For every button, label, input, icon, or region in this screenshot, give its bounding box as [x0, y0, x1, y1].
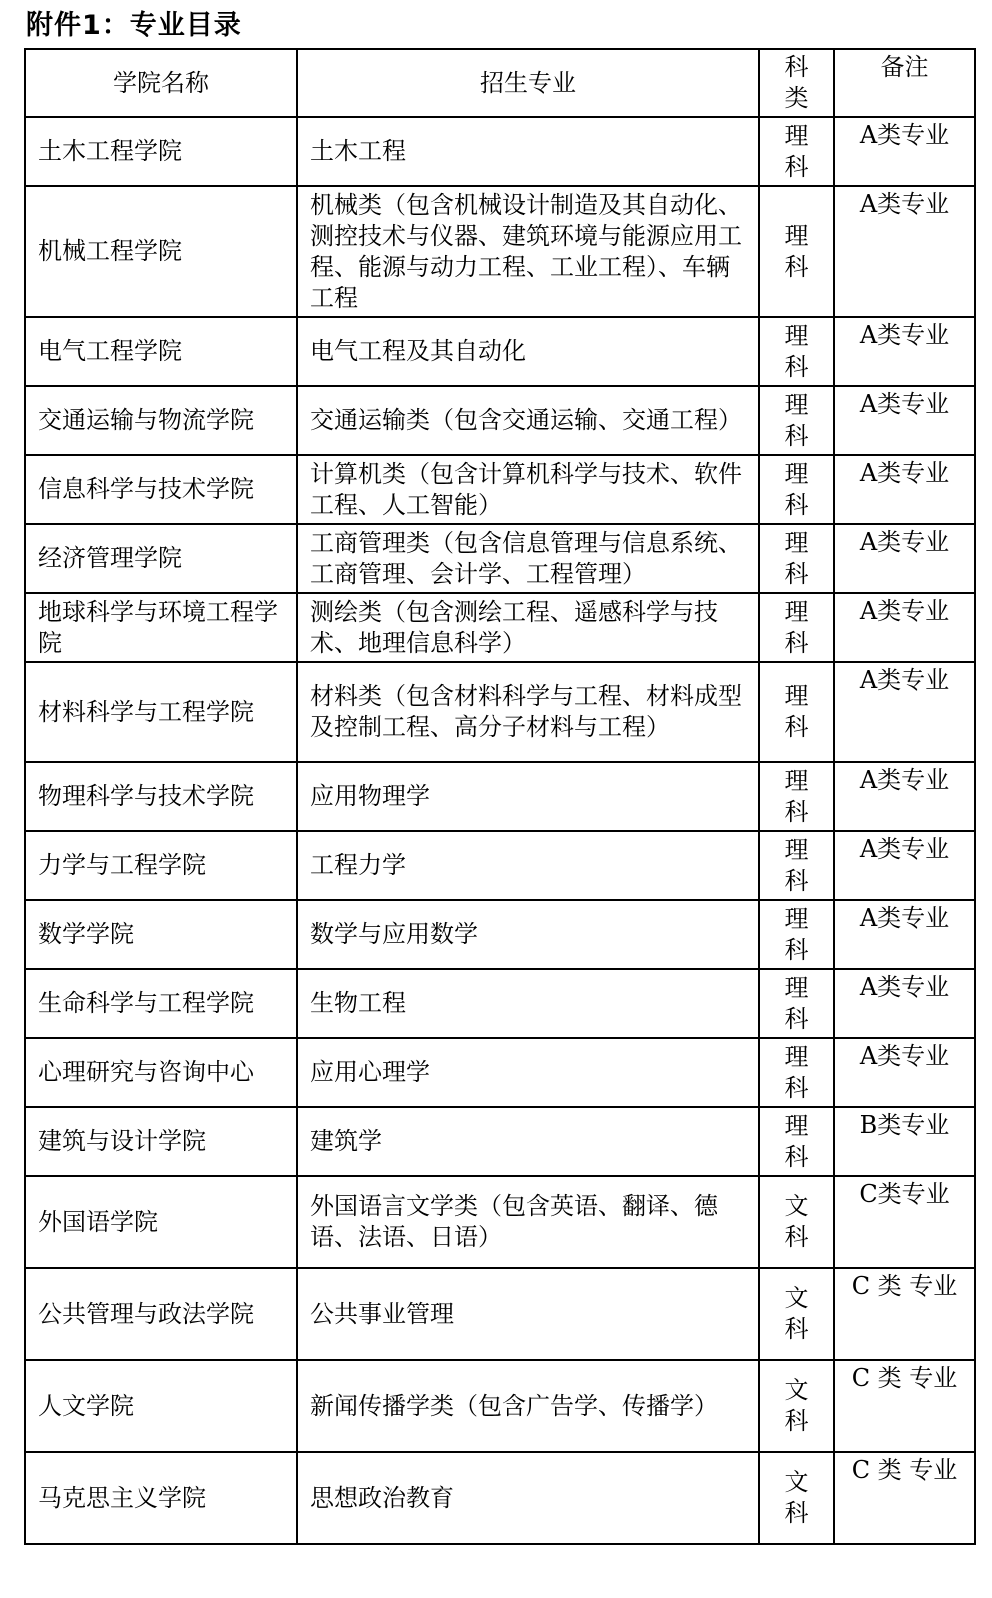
note-cell: A类专业	[834, 317, 975, 386]
college-cell: 心理研究与咨询中心	[25, 1038, 297, 1107]
note-cell: A类专业	[834, 1038, 975, 1107]
table-row	[25, 1268, 975, 1360]
college-cell: 交通运输与物流学院	[25, 386, 297, 455]
major-cell: 工程力学	[297, 831, 759, 900]
major-cell: 新闻传播学类（包含广告学、传播学）	[297, 1360, 759, 1452]
college-cell: 建筑与设计学院	[25, 1107, 297, 1176]
note-cell: C 类 专业	[834, 1268, 975, 1360]
major-cell: 工商管理类（包含信息管理与信息系统、工商管理、会计学、工程管理）	[297, 524, 759, 593]
college-cell: 信息科学与技术学院	[25, 455, 297, 524]
note-cell: A类专业	[834, 455, 975, 524]
header-college: 学院名称	[25, 49, 297, 117]
major-catalog-table	[24, 48, 976, 1545]
major-cell: 电气工程及其自动化	[297, 317, 759, 386]
table-row	[25, 386, 975, 455]
college-cell: 地球科学与环境工程学院	[25, 593, 297, 662]
table-row	[25, 662, 975, 762]
note-cell: A类专业	[834, 186, 975, 317]
table-header-row	[25, 49, 975, 117]
college-cell: 电气工程学院	[25, 317, 297, 386]
type-cell: 理 科	[759, 317, 834, 386]
college-cell: 经济管理学院	[25, 524, 297, 593]
major-cell: 外国语言文学类（包含英语、翻译、德语、法语、日语）	[297, 1176, 759, 1268]
table-row	[25, 1038, 975, 1107]
type-cell: 理 科	[759, 455, 834, 524]
major-cell: 应用心理学	[297, 1038, 759, 1107]
table-row	[25, 969, 975, 1038]
college-cell: 外国语学院	[25, 1176, 297, 1268]
note-cell: A类专业	[834, 386, 975, 455]
header-major: 招生专业	[297, 49, 759, 117]
table-row	[25, 117, 975, 186]
type-cell: 文 科	[759, 1176, 834, 1268]
type-cell: 理 科	[759, 662, 834, 762]
type-cell: 文 科	[759, 1452, 834, 1544]
major-cell: 机械类（包含机械设计制造及其自动化、测控技术与仪器、建筑环境与能源应用工程、能源与动力工程、工业工程）、车辆工程	[297, 186, 759, 317]
note-cell: C 类 专业	[834, 1452, 975, 1544]
note-cell: B类专业	[834, 1107, 975, 1176]
note-cell: A类专业	[834, 969, 975, 1038]
major-cell: 应用物理学	[297, 762, 759, 831]
type-cell: 理 科	[759, 831, 834, 900]
header-type: 科 类	[759, 49, 834, 117]
major-cell: 建筑学	[297, 1107, 759, 1176]
table-row	[25, 831, 975, 900]
note-cell: A类专业	[834, 593, 975, 662]
table-row	[25, 317, 975, 386]
type-cell: 文 科	[759, 1268, 834, 1360]
table-body	[25, 117, 975, 1544]
table-row	[25, 1452, 975, 1544]
college-cell: 数学学院	[25, 900, 297, 969]
type-cell: 理 科	[759, 117, 834, 186]
major-cell: 思想政治教育	[297, 1452, 759, 1544]
type-cell: 理 科	[759, 386, 834, 455]
major-cell: 生物工程	[297, 969, 759, 1038]
type-cell: 理 科	[759, 762, 834, 831]
table-row	[25, 900, 975, 969]
table-row	[25, 1360, 975, 1452]
type-cell: 理 科	[759, 186, 834, 317]
college-cell: 公共管理与政法学院	[25, 1268, 297, 1360]
table-row	[25, 762, 975, 831]
major-cell: 公共事业管理	[297, 1268, 759, 1360]
major-cell: 数学与应用数学	[297, 900, 759, 969]
note-cell: A类专业	[834, 900, 975, 969]
major-cell: 土木工程	[297, 117, 759, 186]
college-cell: 材料科学与工程学院	[25, 662, 297, 762]
type-cell: 理 科	[759, 593, 834, 662]
type-cell: 理 科	[759, 1038, 834, 1107]
document-title: 附件1：专业目录	[26, 10, 242, 41]
type-cell: 理 科	[759, 969, 834, 1038]
note-cell: C 类 专业	[834, 1360, 975, 1452]
note-cell: C类专业	[834, 1176, 975, 1268]
note-cell: A类专业	[834, 117, 975, 186]
college-cell: 机械工程学院	[25, 186, 297, 317]
college-cell: 人文学院	[25, 1360, 297, 1452]
college-cell: 力学与工程学院	[25, 831, 297, 900]
table-row	[25, 186, 975, 317]
note-cell: A类专业	[834, 831, 975, 900]
college-cell: 物理科学与技术学院	[25, 762, 297, 831]
major-cell: 计算机类（包含计算机科学与技术、软件工程、人工智能）	[297, 455, 759, 524]
college-cell: 土木工程学院	[25, 117, 297, 186]
college-cell: 生命科学与工程学院	[25, 969, 297, 1038]
note-cell: A类专业	[834, 524, 975, 593]
note-cell: A类专业	[834, 762, 975, 831]
type-cell: 理 科	[759, 524, 834, 593]
table-row	[25, 455, 975, 524]
type-cell: 理 科	[759, 1107, 834, 1176]
table-row	[25, 593, 975, 662]
table-row	[25, 1176, 975, 1268]
college-cell: 马克思主义学院	[25, 1452, 297, 1544]
type-cell: 理 科	[759, 900, 834, 969]
type-cell: 文 科	[759, 1360, 834, 1452]
note-cell: A类专业	[834, 662, 975, 762]
major-cell: 材料类（包含材料科学与工程、材料成型及控制工程、高分子材料与工程）	[297, 662, 759, 762]
table-row	[25, 1107, 975, 1176]
major-cell: 交通运输类（包含交通运输、交通工程）	[297, 386, 759, 455]
table-row	[25, 524, 975, 593]
header-note: 备注	[834, 49, 975, 117]
major-cell: 测绘类（包含测绘工程、遥感科学与技术、地理信息科学）	[297, 593, 759, 662]
